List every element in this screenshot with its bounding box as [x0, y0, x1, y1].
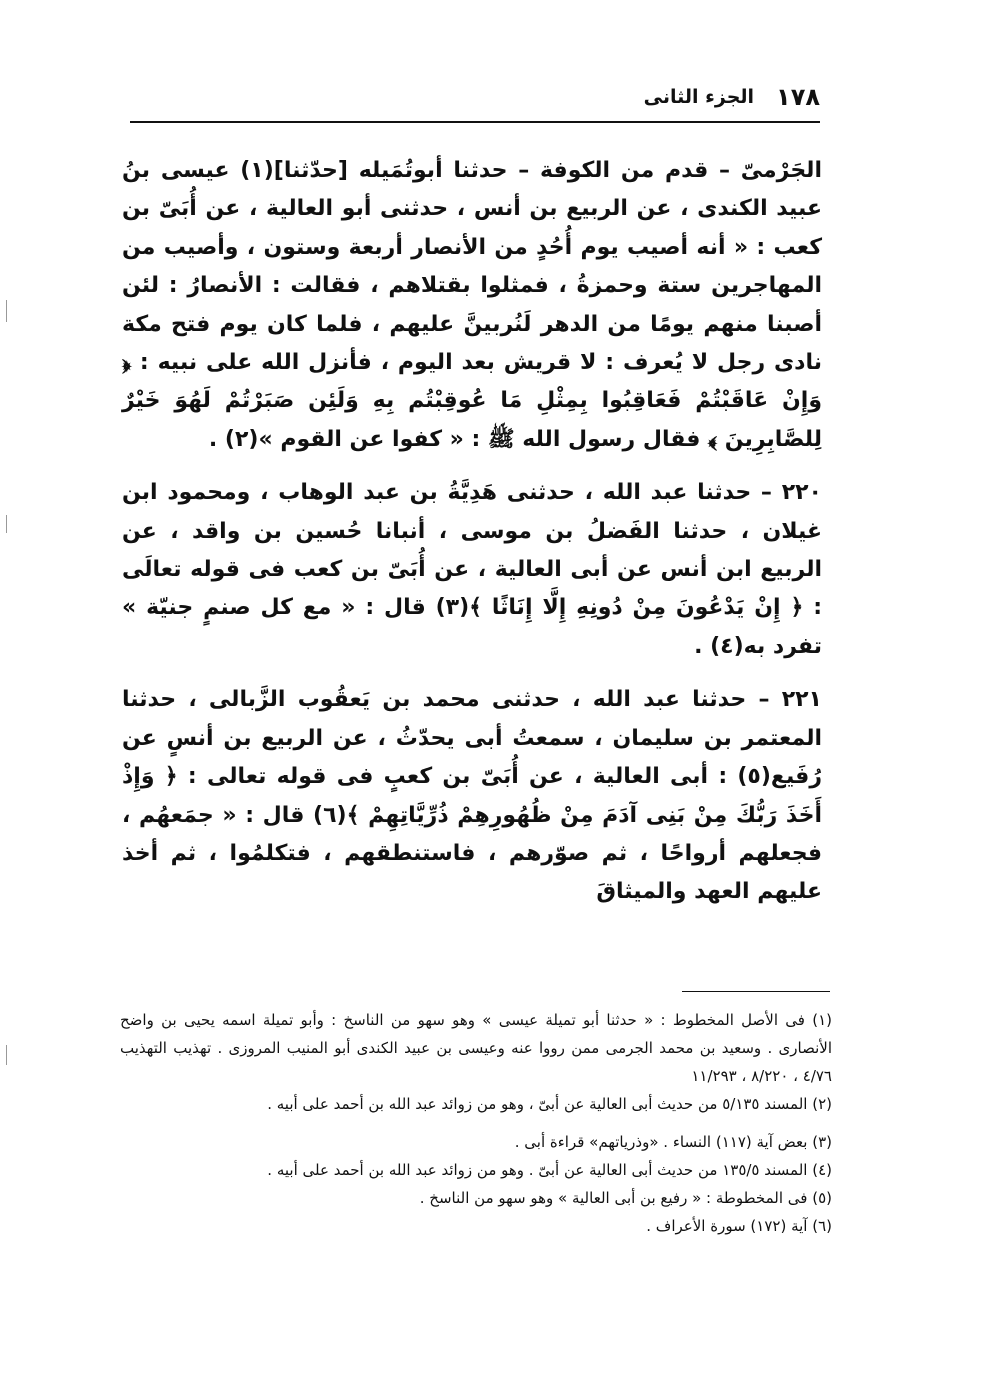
footnote-6: (٦) آية (١٧٢) سورة الأعراف . [646, 1217, 832, 1235]
part-title: الجزء الثانى [643, 86, 755, 108]
page-number: ١٧٨ [776, 83, 820, 111]
running-header [120, 82, 820, 112]
footnote-1: (١) فى الأصل المخطوط : « حدثنا أبو تميلة عيسى » وهو سهو من الناسخ : وأبو تميلة اسمه يحيى بن واضح الأنصارى . وسعيد بن محمد الجرمى ممن رووا عنه وعيسى بن عبيد الكندى أبو المنيب المروزى . تهذيب التهذيب ٤/٧٦ ، ٨/٢٢٠ ، ١١/٢٩٣ [120, 1011, 832, 1085]
scan-artifact-mark [6, 1045, 7, 1065]
footnote-4: (٤) المسند ١٣٥/٥ من حديث أبى العالية عن أبىّ . وهو من زوائد عبد الله بن أحمد على أبيه . [267, 1161, 832, 1179]
footnote-5: (٥) فى المخطوطة : « رفيع بن أبى العالية » وهو سهو من الناسخ . [419, 1189, 832, 1207]
hadith-221-paragraph: ٢٢١ – حدثنا عبد الله ، حدثنى محمد بن يَعقُوب الزَّبالى ، حدثنا المعتمر بن سليمان ، سمعتُ أبى يحدّثُ ، عن الربيع بن أنسٍ عن رُفَيع(٥) : أبى العالية ، عن أُبَىّ بن كعبٍ فى قوله تعالى : ﴿ وَإِذْ أَخَذَ رَبُّكَ مِنْ بَنِى آدَمَ مِنْ ظُهُورِهِمْ ذُرِّيَّاتِهِمْ ﴾(٦) قال : « جمَعهُم ، فجعلهم أرواحًا ، ثم صوّرهم ، فاستنطقهم ، فتكلمُوا ، ثم أخذ عليهم العهد والميثاقَ [122, 687, 822, 905]
scan-artifact-mark [6, 515, 7, 533]
footnotes [120, 1006, 832, 1240]
header-rule [130, 121, 820, 123]
hadith-220-paragraph: ٢٢٠ – حدثنا عبد الله ، حدثنى هَدِيَّةُ بن عبد الوهاب ، ومحمود ابن غيلان ، حدثنا الفَضلُ بن موسى ، أنبانا حُسين بن واقد ، عن الربيع ابن أنس عن أبى العالية ، عن أُبَىّ بن كعب فى قوله تعالَى : ﴿ إِنْ يَدْعُونَ مِنْ دُونِهِ إِلَّا إِنَاثًا ﴾(٣) قال : « مع كل صنمٍ جنيّة » تفرد به(٤) . [122, 480, 822, 659]
footnote-2: (٢) المسند ٥/١٣٥ من حديث أبى العالية عن أبىّ ، وهو من زوائد عبد الله بن أحمد على أبيه . [267, 1095, 832, 1113]
footnote-separator [682, 991, 830, 992]
main-text [122, 152, 822, 912]
footnote-3: (٣) بعض آية (١١٧) النساء . «وذرياتهم» قراءة أبى . [514, 1133, 832, 1151]
scan-artifact-mark [6, 300, 7, 322]
text-paragraph: الجَرْمىّ – قدم من الكوفة – حدثنا أبوتُمَيله [حدّثنا](١) عيسى بنُ عبيد الكندى ، عن الربيع بن أنس ، حدثنى أبو العالية ، عن أُبَىّ بن كعب : « أنه أصيب يوم أُحُدٍ من الأنصار أربعة وستون ، وأصيب من المهاجرين ستة وحمزةُ ، فمثلوا بقتلاهم ، فقالت : الأنصارُ : لئن أصبنا منهم يومًا من الدهر لَنُربينَّ عليهم ، فلما كان يوم فتح مكة نادى رجل لا يُعرف : لا قريش بعد اليوم ، فأنزل الله على نبيه : ﴿ وَإِنْ عَاقَبْتُمْ فَعَاقِبُوا بِمِثْلِ مَا عُوقِبْتُم بِهِ وَلَئِن صَبَرْتُمْ لَهُوَ خَيْرٌ لِلصَّابِرِينَ ﴾ فقال رسول الله ﷺ : « كفوا عن القوم »(٢) . [122, 158, 822, 452]
